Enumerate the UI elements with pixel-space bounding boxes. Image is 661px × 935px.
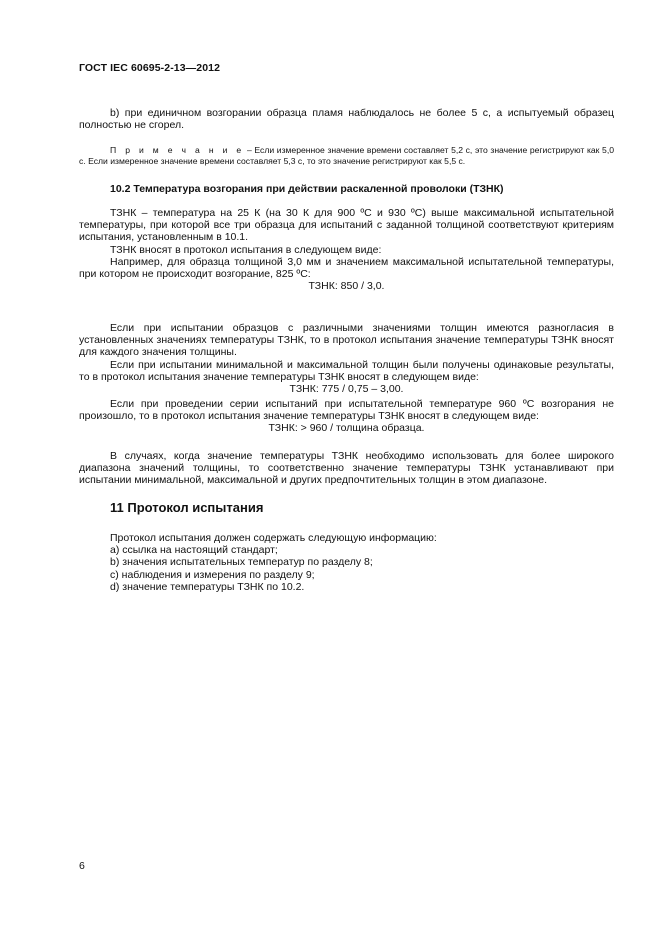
formula: ТЗНК: > 960 / толщина образца. [268, 422, 425, 435]
note-text: – Если измеренное значение времени составляет 5,2 с, это значение регистрируют как 5,0 с. Если измеренное значение времени составляет 5,3 с, то это значение регистрируют как 5,5 с. [79, 145, 614, 166]
paragraph-b: b) при единичном возгорании образца пламя наблюдалось не более 5 с, а испытуемый образец полностью не сгорел. [79, 107, 614, 132]
section-10-2-body-4 [79, 450, 614, 487]
paragraph: Если при испытании образцов с различными значениями толщин имеются разногласия в установленных значениях температуры ТЗНК, то в протокол испытания значение температуры ТЗНК вносят для каждого значения толщины. [79, 322, 614, 359]
page-number: 6 [79, 860, 85, 872]
paragraph: ТЗНК – температура на 25 К (на 30 К для 900 ºС и 930 ºС) выше максимальной испытательной температуры, при которой все три образца для испытаний с заданной толщиной соответствуют критериям испытания, установленным в 10.1. [79, 207, 614, 244]
paragraph: Если при проведении серии испытаний при испытательной температуре 960 ºС возгорания не произошло, то в протокол испытания значение температуры ТЗНК вносят в следующем виде: [79, 398, 614, 423]
section-10-2-body-2 [79, 322, 614, 395]
section-10-2-body [79, 207, 614, 292]
section-10-2-body-3 [79, 398, 614, 435]
formula: ТЗНК: 775 / 0,75 – 3,00. [289, 383, 404, 396]
list-item: d) значение температуры ТЗНК по 10.2. [110, 580, 305, 593]
paragraph: В случаях, когда значение температуры ТЗНК необходимо использовать для более широкого диапазона значений толщины, то соответственно значение температуры ТЗНК устанавливают при испытании минимальной, максимальной и других предпочтительных толщин в этом диапазоне. [79, 450, 614, 487]
paragraph: Протокол испытания должен содержать следующую информацию: [110, 532, 437, 544]
paragraph: Если при испытании минимальной и максимальной толщин были получены одинаковые результаты, то в протокол испытания значение температуры ТЗНК вносят в следующем виде: [79, 358, 614, 383]
note-label: П р и м е ч а н и е [110, 145, 245, 155]
formula: ТЗНК: 850 / 3,0. [308, 280, 385, 293]
list-item: a) ссылка на настоящий стандарт; [110, 544, 278, 557]
section-11-body [79, 532, 614, 593]
section-10-2-title: 10.2 Температура возгорания при действии раскаленной проволоки (ТЗНК) [110, 183, 504, 195]
list-item: b) значения испытательных температур по разделу 8; [110, 556, 373, 569]
list-item: c) наблюдения и измерения по разделу 9; [110, 568, 315, 581]
paragraph: ТЗНК вносят в протокол испытания в следующем виде: [110, 243, 382, 256]
document-header: ГОСТ IEC 60695-2-13—2012 [79, 62, 221, 74]
section-11-title: 11 Протокол испытания [110, 500, 264, 515]
paragraph: Например, для образца толщиной 3,0 мм и значением максимальной испытательной температуры, при котором не происходит возгорание, 825 ºС: [79, 255, 614, 281]
note [79, 145, 614, 167]
